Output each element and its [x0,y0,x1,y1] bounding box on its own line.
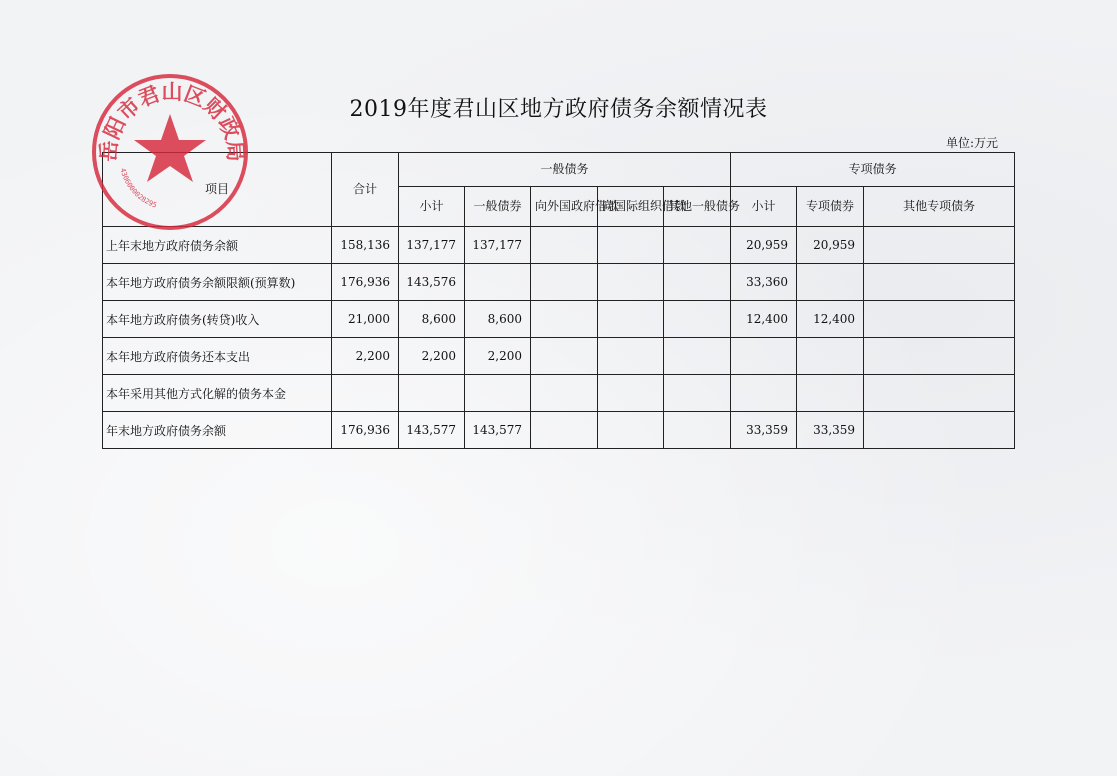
official-seal [80,62,260,242]
cell-other-special-debt [864,264,1015,301]
cell-general-subtotal: 137,177 [399,227,465,264]
seal-code: 4306000028295 [118,167,158,210]
cell-intl-org-loan [598,264,664,301]
cell-other-general-debt [664,338,731,375]
cell-special-subtotal [731,338,797,375]
cell-general-subtotal: 8,600 [399,301,465,338]
table-row [103,412,1015,449]
row-label: 年末地方政府债务余额 [103,412,332,449]
cell-special-bond: 33,359 [797,412,864,449]
row-label: 上年末地方政府债务余额 [103,227,332,264]
cell-special-bond [797,375,864,412]
cell-general-bond: 8,600 [465,301,531,338]
cell-special-subtotal: 33,359 [731,412,797,449]
table-row [103,375,1015,412]
table-body [103,227,1015,449]
header-other-special-debt: 其他专项债务 [864,187,1015,227]
cell-other-special-debt [864,301,1015,338]
cell-special-subtotal: 33,360 [731,264,797,301]
header-special-debt: 专项债务 [731,153,1015,187]
cell-total [332,375,399,412]
header-other-general-debt: 其他一般债务 [664,187,731,227]
cell-special-bond [797,264,864,301]
cell-general-bond: 143,577 [465,412,531,449]
header-general-bond: 一般债券 [465,187,531,227]
cell-other-general-debt [664,375,731,412]
cell-other-general-debt [664,412,731,449]
cell-general-subtotal [399,375,465,412]
cell-foreign-gov-loan [531,301,598,338]
cell-total: 176,936 [332,412,399,449]
cell-general-subtotal: 143,577 [399,412,465,449]
cell-special-subtotal: 12,400 [731,301,797,338]
row-label: 本年采用其他方式化解的债务本金 [103,375,332,412]
header-general-subtotal: 小计 [399,187,465,227]
header-general-debt: 一般债务 [399,153,731,187]
seal-star-icon [134,114,206,182]
row-label: 本年地方政府债务(转贷)收入 [103,301,332,338]
header-special-subtotal: 小计 [731,187,797,227]
cell-foreign-gov-loan [531,264,598,301]
row-label: 本年地方政府债务余额限额(预算数) [103,264,332,301]
table-row [103,301,1015,338]
cell-other-special-debt [864,338,1015,375]
cell-general-bond: 2,200 [465,338,531,375]
cell-special-subtotal: 20,959 [731,227,797,264]
unit-label: 单位:万元 [946,136,999,150]
cell-other-special-debt [864,412,1015,449]
table-row [103,264,1015,301]
cell-intl-org-loan [598,227,664,264]
cell-other-general-debt [664,301,731,338]
cell-other-general-debt [664,264,731,301]
cell-intl-org-loan [598,412,664,449]
cell-foreign-gov-loan [531,227,598,264]
document-title: 2019年度君山区地方政府债务余额情况表 [349,97,768,122]
cell-special-bond: 12,400 [797,301,864,338]
header-total: 合计 [332,153,399,227]
header-foreign-gov-loan: 向外国政府借款 [531,187,598,227]
cell-other-special-debt [864,227,1015,264]
header-special-bond: 专项债券 [797,187,864,227]
cell-foreign-gov-loan [531,375,598,412]
cell-total: 176,936 [332,264,399,301]
cell-general-subtotal: 143,576 [399,264,465,301]
cell-total: 21,000 [332,301,399,338]
table-row [103,338,1015,375]
row-label: 本年地方政府债务还本支出 [103,338,332,375]
cell-other-general-debt [664,227,731,264]
cell-foreign-gov-loan [531,412,598,449]
cell-special-bond: 20,959 [797,227,864,264]
cell-intl-org-loan [598,338,664,375]
header-intl-org-loan: 向国际组织借款 [598,187,664,227]
seal-text: 岳阳市君山区财政局 [96,80,248,163]
cell-intl-org-loan [598,375,664,412]
cell-special-bond [797,338,864,375]
cell-general-subtotal: 2,200 [399,338,465,375]
cell-total: 2,200 [332,338,399,375]
cell-foreign-gov-loan [531,338,598,375]
cell-total: 158,136 [332,227,399,264]
cell-general-bond [465,375,531,412]
cell-general-bond [465,264,531,301]
cell-intl-org-loan [598,301,664,338]
cell-other-special-debt [864,375,1015,412]
cell-general-bond: 137,177 [465,227,531,264]
cell-special-subtotal [731,375,797,412]
header-item: 项目 [103,153,332,227]
